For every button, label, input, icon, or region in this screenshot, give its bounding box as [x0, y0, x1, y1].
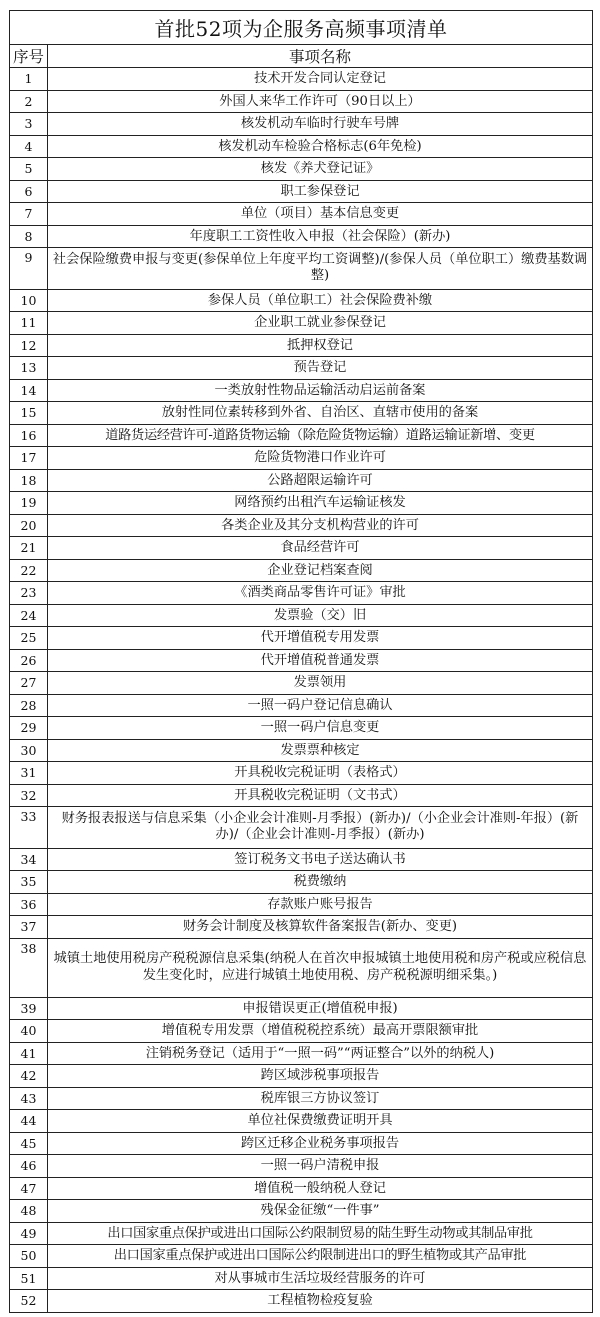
table-row — [10, 225, 593, 248]
table-row — [10, 469, 593, 492]
table-row — [10, 68, 593, 91]
table-row — [10, 1020, 593, 1043]
row-number: 5 — [10, 158, 48, 181]
table-header-row — [10, 45, 593, 68]
table-row — [10, 289, 593, 312]
table-row — [10, 1065, 593, 1088]
row-number: 27 — [10, 672, 48, 695]
table-row — [10, 203, 593, 226]
table-row — [10, 492, 593, 515]
table-row — [10, 762, 593, 785]
table-row — [10, 997, 593, 1020]
row-number: 31 — [10, 762, 48, 785]
table-row — [10, 672, 593, 695]
row-number: 20 — [10, 514, 48, 537]
row-item-name: 签订税务文书电子送达确认书 — [48, 848, 593, 871]
table-row — [10, 537, 593, 560]
row-number: 38 — [10, 938, 48, 997]
row-number: 25 — [10, 627, 48, 650]
row-number: 1 — [10, 68, 48, 91]
table-title-row — [10, 11, 593, 45]
table-row — [10, 1110, 593, 1133]
row-item-name: 抵押权登记 — [48, 334, 593, 357]
row-number: 51 — [10, 1267, 48, 1290]
table-row — [10, 1200, 593, 1223]
row-item-name: 发票票种核定 — [48, 739, 593, 762]
table-row — [10, 312, 593, 335]
column-header-no: 序号 — [10, 45, 48, 68]
row-item-name: 代开增值税专用发票 — [48, 627, 593, 650]
row-number: 2 — [10, 90, 48, 113]
row-number: 29 — [10, 717, 48, 740]
row-item-name: 开具税收完税证明（表格式） — [48, 762, 593, 785]
row-number: 46 — [10, 1155, 48, 1178]
row-item-name: 增值税一般纳税人登记 — [48, 1177, 593, 1200]
table-row — [10, 135, 593, 158]
row-item-name: 社会保险缴费申报与变更(参保单位上年度平均工资调整)/(参保人员（单位职工）缴费基数调整) — [48, 248, 593, 290]
row-item-name: 出口国家重点保护或进出口国际公约限制进出口的野生植物或其产品审批 — [48, 1245, 593, 1268]
row-number: 7 — [10, 203, 48, 226]
row-number: 8 — [10, 225, 48, 248]
row-item-name: 单位社保费缴费证明开具 — [48, 1110, 593, 1133]
table-row — [10, 1177, 593, 1200]
table-row — [10, 113, 593, 136]
row-item-name: 税费缴纳 — [48, 871, 593, 894]
table-row — [10, 514, 593, 537]
row-item-name: 跨区迁移企业税务事项报告 — [48, 1132, 593, 1155]
table-row — [10, 871, 593, 894]
row-item-name: 职工参保登记 — [48, 180, 593, 203]
row-number: 36 — [10, 893, 48, 916]
row-number: 9 — [10, 248, 48, 290]
row-item-name: 注销税务登记（适用于“一照一码”“两证整合”以外的纳税人) — [48, 1042, 593, 1065]
row-number: 44 — [10, 1110, 48, 1133]
table-row — [10, 649, 593, 672]
table-row — [10, 893, 593, 916]
table-row — [10, 1267, 593, 1290]
row-item-name: 外国人来华工作许可（90日以上） — [48, 90, 593, 113]
row-number: 35 — [10, 871, 48, 894]
row-number: 11 — [10, 312, 48, 335]
row-item-name: 残保金征缴“一件事” — [48, 1200, 593, 1223]
row-item-name: 年度职工工资性收入申报（社会保险）(新办) — [48, 225, 593, 248]
row-item-name: 存款账户账号报告 — [48, 893, 593, 916]
table-title: 首批52项为企服务高频事项清单 — [10, 11, 593, 45]
row-number: 50 — [10, 1245, 48, 1268]
row-item-name: 申报错误更正(增值税申报) — [48, 997, 593, 1020]
table-row — [10, 559, 593, 582]
row-number: 17 — [10, 447, 48, 470]
row-number: 41 — [10, 1042, 48, 1065]
row-item-name: 开具税收完税证明（文书式） — [48, 784, 593, 807]
row-item-name: 发票领用 — [48, 672, 593, 695]
row-item-name: 核发机动车临时行驶车号牌 — [48, 113, 593, 136]
table-row — [10, 848, 593, 871]
row-item-name: 单位（项目）基本信息变更 — [48, 203, 593, 226]
table-row — [10, 1087, 593, 1110]
row-number: 4 — [10, 135, 48, 158]
row-number: 18 — [10, 469, 48, 492]
table-body — [10, 68, 593, 1313]
row-number: 19 — [10, 492, 48, 515]
table-row — [10, 739, 593, 762]
table-row — [10, 180, 593, 203]
row-number: 43 — [10, 1087, 48, 1110]
table-row — [10, 1042, 593, 1065]
table-row — [10, 1155, 593, 1178]
row-number: 26 — [10, 649, 48, 672]
row-item-name: 食品经营许可 — [48, 537, 593, 560]
row-item-name: 一照一码户登记信息确认 — [48, 694, 593, 717]
row-number: 40 — [10, 1020, 48, 1043]
table-row — [10, 1132, 593, 1155]
row-item-name: 参保人员（单位职工）社会保险费补缴 — [48, 289, 593, 312]
row-number: 45 — [10, 1132, 48, 1155]
row-number: 37 — [10, 916, 48, 939]
row-item-name: 公路超限运输许可 — [48, 469, 593, 492]
row-number: 34 — [10, 848, 48, 871]
row-number: 10 — [10, 289, 48, 312]
table-row — [10, 916, 593, 939]
row-item-name: 一照一码户信息变更 — [48, 717, 593, 740]
service-items-table — [9, 10, 593, 1313]
table-row — [10, 604, 593, 627]
row-item-name: 代开增值税普通发票 — [48, 649, 593, 672]
row-number: 23 — [10, 582, 48, 605]
row-item-name: 技术开发合同认定登记 — [48, 68, 593, 91]
row-item-name: 企业登记档案查阅 — [48, 559, 593, 582]
row-item-name: 城镇土地使用税房产税税源信息采集(纳税人在首次申报城镇土地使用税和房产税或应税信息发生变化时，应进行城镇土地使用税、房产税税源明细采集。) — [48, 938, 593, 997]
row-number: 48 — [10, 1200, 48, 1223]
row-item-name: 工程植物检疫复验 — [48, 1290, 593, 1313]
row-number: 42 — [10, 1065, 48, 1088]
row-number: 6 — [10, 180, 48, 203]
row-item-name: 预告登记 — [48, 357, 593, 380]
row-item-name: 核发《养犬登记证》 — [48, 158, 593, 181]
row-item-name: 道路货运经营许可-道路货物运输（除危险货物运输）道路运输证新增、变更 — [48, 424, 593, 447]
table-row — [10, 402, 593, 425]
table-row — [10, 158, 593, 181]
table-row — [10, 1290, 593, 1313]
row-item-name: 对从事城市生活垃圾经营服务的许可 — [48, 1267, 593, 1290]
table-row — [10, 334, 593, 357]
row-number: 39 — [10, 997, 48, 1020]
table-row — [10, 90, 593, 113]
table-row — [10, 627, 593, 650]
row-number: 16 — [10, 424, 48, 447]
table-row — [10, 357, 593, 380]
table-row — [10, 424, 593, 447]
row-number: 30 — [10, 739, 48, 762]
row-number: 24 — [10, 604, 48, 627]
row-item-name: 企业职工就业参保登记 — [48, 312, 593, 335]
table-row — [10, 784, 593, 807]
table-row — [10, 582, 593, 605]
row-number: 52 — [10, 1290, 48, 1313]
row-item-name: 跨区域涉税事项报告 — [48, 1065, 593, 1088]
row-number: 14 — [10, 379, 48, 402]
table-row — [10, 1222, 593, 1245]
row-item-name: 财务报表报送与信息采集（小企业会计准则-月季报）(新办)/（小企业会计准则-年报）(新办)/（企业会计准则-月季报）(新办) — [48, 807, 593, 849]
row-number: 13 — [10, 357, 48, 380]
row-item-name: 各类企业及其分支机构营业的许可 — [48, 514, 593, 537]
row-number: 15 — [10, 402, 48, 425]
table-row — [10, 379, 593, 402]
row-number: 21 — [10, 537, 48, 560]
row-number: 12 — [10, 334, 48, 357]
table-row — [10, 694, 593, 717]
table-row — [10, 1245, 593, 1268]
row-item-name: 《酒类商品零售许可证》审批 — [48, 582, 593, 605]
row-number: 47 — [10, 1177, 48, 1200]
row-item-name: 出口国家重点保护或进出口国际公约限制贸易的陆生野生动物或其制品审批 — [48, 1222, 593, 1245]
row-item-name: 核发机动车检验合格标志(6年免检) — [48, 135, 593, 158]
row-item-name: 财务会计制度及核算软件备案报告(新办、变更) — [48, 916, 593, 939]
row-item-name: 发票验（交）旧 — [48, 604, 593, 627]
table-row — [10, 807, 593, 849]
row-number: 22 — [10, 559, 48, 582]
row-number: 3 — [10, 113, 48, 136]
row-item-name: 一类放射性物品运输活动启运前备案 — [48, 379, 593, 402]
row-item-name: 放射性同位素转移到外省、自治区、直辖市使用的备案 — [48, 402, 593, 425]
row-number: 28 — [10, 694, 48, 717]
row-item-name: 网络预约出租汽车运输证核发 — [48, 492, 593, 515]
row-item-name: 税库银三方协议签订 — [48, 1087, 593, 1110]
row-number: 33 — [10, 807, 48, 849]
table-row — [10, 248, 593, 290]
row-item-name: 危险货物港口作业许可 — [48, 447, 593, 470]
table-row — [10, 447, 593, 470]
row-number: 49 — [10, 1222, 48, 1245]
column-header-name: 事项名称 — [48, 45, 593, 68]
row-item-name: 增值税专用发票（增值税税控系统）最高开票限额审批 — [48, 1020, 593, 1043]
row-item-name: 一照一码户清税申报 — [48, 1155, 593, 1178]
table-row — [10, 717, 593, 740]
table-row — [10, 938, 593, 997]
row-number: 32 — [10, 784, 48, 807]
